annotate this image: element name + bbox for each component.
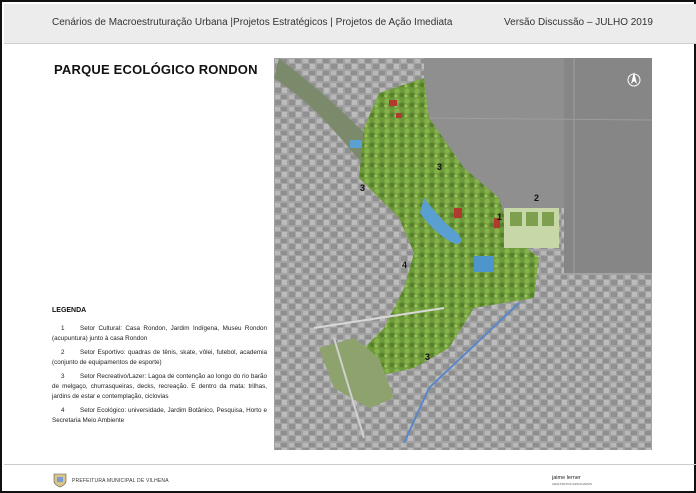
park-master-plan-map xyxy=(274,58,652,450)
legend-item xyxy=(52,348,267,367)
municipal-seal-icon xyxy=(52,472,68,488)
architect-logo-icon xyxy=(550,473,620,487)
legend-item xyxy=(52,372,267,401)
legend-item-text: Setor Ecológico: universidade, Jardim Botânico, Pesquisa, Horto e Secretaria Meio Ambiente xyxy=(52,407,267,424)
header-breadcrumb: Cenários de Macroestruturação Urbana |Projetos Estratégicos | Projetos de Ação Imediata xyxy=(52,17,453,28)
open-field xyxy=(564,58,652,273)
legend-title: LEGENDA xyxy=(52,307,87,314)
sector-label: 2 xyxy=(534,193,540,203)
small-pond xyxy=(350,140,362,148)
legend-item-number: 2 xyxy=(61,349,65,357)
header-bar xyxy=(4,4,696,44)
sector-label: 1 xyxy=(497,212,503,222)
legend xyxy=(52,324,267,430)
legend-item-number: 3 xyxy=(61,373,65,381)
legend-item-text: Setor Esportivo: quadras de tênis, skate, vôlei, futebol, academia (conjunto de equipamentos de esporte) xyxy=(52,349,267,366)
logo-line2: ARQUITETOS ASSOCIADOS xyxy=(552,482,592,486)
sector-label: 4 xyxy=(402,260,408,270)
page-title: PARQUE ECOLÓGICO RONDON xyxy=(54,62,258,77)
sector-label: 3 xyxy=(360,183,366,193)
logo-line1: jaime lerner xyxy=(552,475,581,481)
building xyxy=(396,113,402,118)
sector-label: 3 xyxy=(425,352,431,362)
legend-item-text: Setor Cultural: Casa Rondon, Jardim Indígena, Museu Rondon (acupuntura) junto à casa Rondon xyxy=(52,325,267,342)
sector-label: 3 xyxy=(437,162,443,172)
legend-item xyxy=(52,324,267,343)
pond xyxy=(474,256,494,272)
legend-item-number: 1 xyxy=(61,325,65,332)
footer-divider xyxy=(4,464,696,465)
legend-item xyxy=(52,406,267,425)
footer-org-name: PREFEITURA MUNICIPAL DE VILHENA xyxy=(72,478,169,484)
building xyxy=(454,208,462,218)
legend-item-text: Setor Recreativo/Lazer: Lagoa de contenção ao longo do rio barão de melgaço, churrasqueiras, decks, recreação. E dentro da mata: trilhas, jardins de estar e contemplação, ciclovias xyxy=(52,373,267,400)
building xyxy=(389,100,397,106)
header-version: Versão Discussão – JULHO 2019 xyxy=(504,17,653,28)
legend-item-number: 4 xyxy=(61,407,65,415)
map-image xyxy=(274,58,652,450)
